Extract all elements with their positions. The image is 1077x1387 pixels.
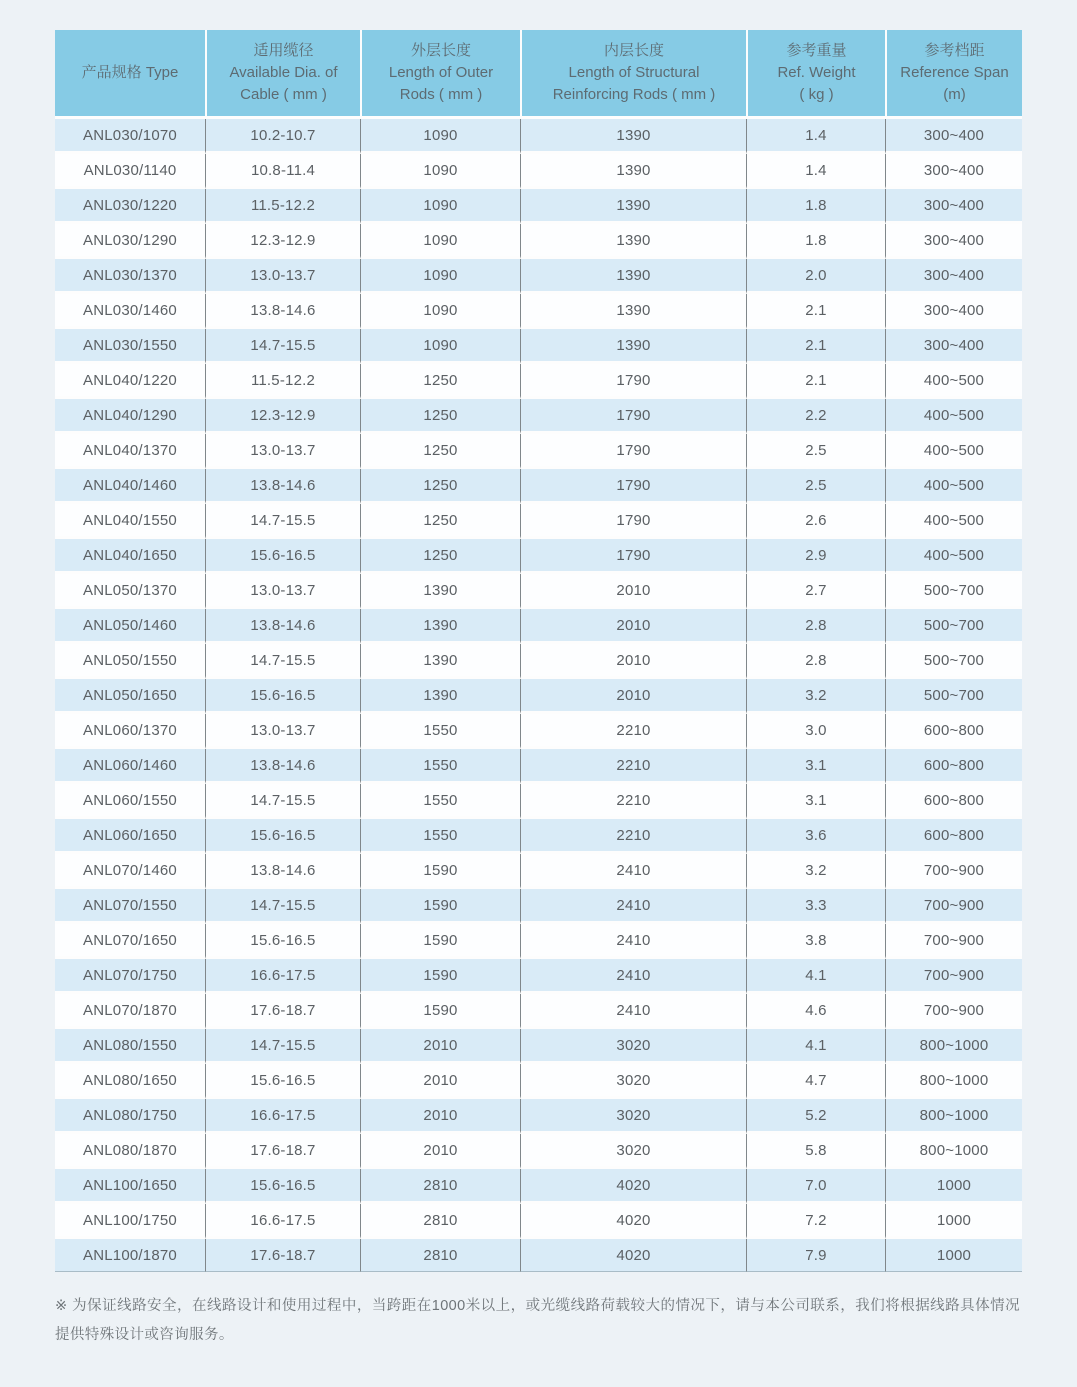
spec-table-header bbox=[55, 30, 1022, 119]
footnote: ※ 为保证线路安全，在线路设计和使用过程中，当跨距在1000米以上，或光缆线路荷载较大的情况下，请与本公司联系，我们将根据线路具体情况提供特殊设计或咨询服务。 bbox=[55, 1298, 1020, 1343]
table-row bbox=[55, 819, 1022, 854]
table-row bbox=[55, 574, 1022, 609]
table-cell: 2010 bbox=[520, 609, 746, 644]
table-cell: 2.9 bbox=[746, 539, 885, 574]
table-cell: 4020 bbox=[520, 1169, 746, 1204]
table-cell: 13.8-14.6 bbox=[205, 294, 360, 329]
table-cell: 400~500 bbox=[885, 504, 1022, 539]
table-cell: 15.6-16.5 bbox=[205, 924, 360, 959]
table-cell: 1250 bbox=[360, 434, 520, 469]
table-cell: 14.7-15.5 bbox=[205, 329, 360, 364]
table-cell: 2410 bbox=[520, 994, 746, 1029]
table-cell: 1250 bbox=[360, 504, 520, 539]
table-row bbox=[55, 784, 1022, 819]
table-cell: ANL050/1460 bbox=[55, 609, 205, 644]
table-cell: 1000 bbox=[885, 1204, 1022, 1239]
table-cell: 1590 bbox=[360, 924, 520, 959]
table-cell: ANL040/1650 bbox=[55, 539, 205, 574]
table-cell: 14.7-15.5 bbox=[205, 644, 360, 679]
table-row bbox=[55, 539, 1022, 574]
table-cell: 2010 bbox=[520, 574, 746, 609]
table-cell: 1.4 bbox=[746, 119, 885, 154]
table-cell: 2.5 bbox=[746, 469, 885, 504]
table-cell: 13.0-13.7 bbox=[205, 259, 360, 294]
table-cell: 1590 bbox=[360, 994, 520, 1029]
table-cell: ANL030/1220 bbox=[55, 189, 205, 224]
table-cell: 500~700 bbox=[885, 609, 1022, 644]
table-cell: 2010 bbox=[520, 644, 746, 679]
table-cell: ANL070/1650 bbox=[55, 924, 205, 959]
header-row bbox=[55, 30, 1022, 119]
table-cell: 13.8-14.6 bbox=[205, 854, 360, 889]
table-cell: ANL040/1220 bbox=[55, 364, 205, 399]
table-cell: 1590 bbox=[360, 854, 520, 889]
table-cell: 2.2 bbox=[746, 399, 885, 434]
table-cell: 800~1000 bbox=[885, 1029, 1022, 1064]
table-cell: 700~900 bbox=[885, 924, 1022, 959]
table-cell: 15.6-16.5 bbox=[205, 1064, 360, 1099]
table-cell: 500~700 bbox=[885, 679, 1022, 714]
table-row bbox=[55, 154, 1022, 189]
table-row bbox=[55, 749, 1022, 784]
table-cell: 14.7-15.5 bbox=[205, 784, 360, 819]
table-cell: 1.8 bbox=[746, 189, 885, 224]
header-ref-weight-en2: ( kg ) bbox=[799, 85, 834, 103]
table-cell: 1090 bbox=[360, 259, 520, 294]
table-cell: 12.3-12.9 bbox=[205, 399, 360, 434]
table-cell: 15.6-16.5 bbox=[205, 539, 360, 574]
header-type-label: 产品规格 Type bbox=[81, 64, 179, 82]
table-cell: ANL030/1460 bbox=[55, 294, 205, 329]
table-cell: 1790 bbox=[520, 364, 746, 399]
table-cell: 1250 bbox=[360, 364, 520, 399]
table-cell: 700~900 bbox=[885, 959, 1022, 994]
table-cell: 2210 bbox=[520, 749, 746, 784]
header-available-diameter-en2: Cable ( mm ) bbox=[240, 85, 327, 103]
table-cell: 7.2 bbox=[746, 1204, 885, 1239]
table-cell: 2810 bbox=[360, 1239, 520, 1272]
table-cell: 4020 bbox=[520, 1239, 746, 1272]
table-cell: 2010 bbox=[360, 1064, 520, 1099]
table-row bbox=[55, 679, 1022, 714]
table-cell: 2.1 bbox=[746, 364, 885, 399]
table-cell: ANL040/1290 bbox=[55, 399, 205, 434]
table-cell: 4.1 bbox=[746, 959, 885, 994]
table-cell: ANL100/1750 bbox=[55, 1204, 205, 1239]
header-available-diameter-cn: 适用缆径 bbox=[253, 42, 314, 60]
table-cell: 7.9 bbox=[746, 1239, 885, 1272]
header-available-diameter-en1: Available Dia. of bbox=[229, 64, 338, 82]
table-cell: 300~400 bbox=[885, 329, 1022, 364]
table-row bbox=[55, 714, 1022, 749]
table-row bbox=[55, 119, 1022, 154]
table-cell: 1390 bbox=[360, 679, 520, 714]
table-cell: 7.0 bbox=[746, 1169, 885, 1204]
table-cell: 13.8-14.6 bbox=[205, 749, 360, 784]
table-row bbox=[55, 1064, 1022, 1099]
table-cell: 600~800 bbox=[885, 749, 1022, 784]
table-cell: 1250 bbox=[360, 469, 520, 504]
table-row bbox=[55, 1169, 1022, 1204]
table-cell: ANL040/1550 bbox=[55, 504, 205, 539]
table-cell: 500~700 bbox=[885, 644, 1022, 679]
table-cell: ANL070/1750 bbox=[55, 959, 205, 994]
table-cell: 2410 bbox=[520, 924, 746, 959]
table-cell: 5.8 bbox=[746, 1134, 885, 1169]
table-cell: 1090 bbox=[360, 329, 520, 364]
table-cell: 3.3 bbox=[746, 889, 885, 924]
table-row bbox=[55, 434, 1022, 469]
table-cell: ANL070/1460 bbox=[55, 854, 205, 889]
table-row bbox=[55, 504, 1022, 539]
table-cell: 2010 bbox=[360, 1029, 520, 1064]
table-cell: 13.0-13.7 bbox=[205, 714, 360, 749]
table-row bbox=[55, 889, 1022, 924]
table-cell: 600~800 bbox=[885, 714, 1022, 749]
table-cell: 2810 bbox=[360, 1169, 520, 1204]
table-cell: 1390 bbox=[520, 119, 746, 154]
table-row bbox=[55, 994, 1022, 1029]
table-cell: ANL080/1650 bbox=[55, 1064, 205, 1099]
table-cell: 11.5-12.2 bbox=[205, 189, 360, 224]
table-cell: 14.7-15.5 bbox=[205, 889, 360, 924]
header-outer-rods-en1: Length of Outer bbox=[388, 64, 494, 82]
table-cell: 1.4 bbox=[746, 154, 885, 189]
table-cell: 1590 bbox=[360, 959, 520, 994]
table-cell: ANL050/1550 bbox=[55, 644, 205, 679]
header-inner-rods-cn: 内层长度 bbox=[603, 42, 664, 60]
table-cell: 1390 bbox=[360, 574, 520, 609]
table-row bbox=[55, 609, 1022, 644]
table-cell: 16.6-17.5 bbox=[205, 1099, 360, 1134]
table-cell: 2210 bbox=[520, 784, 746, 819]
table-cell: 800~1000 bbox=[885, 1064, 1022, 1099]
table-cell: 3.2 bbox=[746, 679, 885, 714]
table-cell: 400~500 bbox=[885, 399, 1022, 434]
table-cell: 2410 bbox=[520, 854, 746, 889]
table-cell: 13.0-13.7 bbox=[205, 574, 360, 609]
table-cell: 1390 bbox=[520, 189, 746, 224]
table-row bbox=[55, 189, 1022, 224]
table-cell: 15.6-16.5 bbox=[205, 1169, 360, 1204]
table-cell: 3.1 bbox=[746, 749, 885, 784]
table-cell: 1390 bbox=[520, 154, 746, 189]
table-cell: ANL030/1550 bbox=[55, 329, 205, 364]
table-cell: 2010 bbox=[360, 1134, 520, 1169]
table-cell: 700~900 bbox=[885, 889, 1022, 924]
table-cell: 300~400 bbox=[885, 154, 1022, 189]
table-row bbox=[55, 959, 1022, 994]
table-cell: ANL070/1550 bbox=[55, 889, 205, 924]
table-cell: 1000 bbox=[885, 1239, 1022, 1272]
spec-table bbox=[55, 30, 1022, 1272]
table-cell: ANL030/1070 bbox=[55, 119, 205, 154]
table-cell: ANL030/1290 bbox=[55, 224, 205, 259]
table-cell: 2.7 bbox=[746, 574, 885, 609]
table-cell: 400~500 bbox=[885, 364, 1022, 399]
table-row bbox=[55, 1134, 1022, 1169]
table-cell: ANL080/1750 bbox=[55, 1099, 205, 1134]
table-cell: ANL030/1140 bbox=[55, 154, 205, 189]
table-cell: 600~800 bbox=[885, 784, 1022, 819]
table-cell: 11.5-12.2 bbox=[205, 364, 360, 399]
header-outer-rods-en2: Rods ( mm ) bbox=[399, 85, 483, 103]
table-cell: ANL070/1870 bbox=[55, 994, 205, 1029]
table-cell: ANL060/1550 bbox=[55, 784, 205, 819]
table-cell: 3020 bbox=[520, 1029, 746, 1064]
table-row bbox=[55, 1029, 1022, 1064]
table-cell: ANL080/1870 bbox=[55, 1134, 205, 1169]
table-cell: 1550 bbox=[360, 819, 520, 854]
table-cell: 2010 bbox=[520, 679, 746, 714]
table-cell: 17.6-18.7 bbox=[205, 1239, 360, 1272]
table-cell: 1790 bbox=[520, 399, 746, 434]
table-cell: 13.8-14.6 bbox=[205, 469, 360, 504]
table-cell: 300~400 bbox=[885, 119, 1022, 154]
table-cell: 15.6-16.5 bbox=[205, 679, 360, 714]
table-cell: ANL040/1460 bbox=[55, 469, 205, 504]
table-cell: 2210 bbox=[520, 819, 746, 854]
table-cell: 300~400 bbox=[885, 294, 1022, 329]
table-cell: 700~900 bbox=[885, 854, 1022, 889]
table-row bbox=[55, 224, 1022, 259]
table-cell: 1090 bbox=[360, 154, 520, 189]
table-row bbox=[55, 399, 1022, 434]
table-cell: 10.2-10.7 bbox=[205, 119, 360, 154]
table-cell: 1390 bbox=[520, 224, 746, 259]
table-cell: ANL060/1650 bbox=[55, 819, 205, 854]
table-cell: ANL040/1370 bbox=[55, 434, 205, 469]
table-cell: 1250 bbox=[360, 399, 520, 434]
table-cell: 300~400 bbox=[885, 224, 1022, 259]
table-cell: ANL060/1370 bbox=[55, 714, 205, 749]
table-cell: ANL050/1370 bbox=[55, 574, 205, 609]
table-cell: 4020 bbox=[520, 1204, 746, 1239]
table-cell: 17.6-18.7 bbox=[205, 1134, 360, 1169]
table-cell: 15.6-16.5 bbox=[205, 819, 360, 854]
table-cell: 800~1000 bbox=[885, 1099, 1022, 1134]
table-cell: 10.8-11.4 bbox=[205, 154, 360, 189]
table-cell: 3.6 bbox=[746, 819, 885, 854]
table-row bbox=[55, 644, 1022, 679]
table-cell: 1790 bbox=[520, 469, 746, 504]
table-cell: 4.7 bbox=[746, 1064, 885, 1099]
table-cell: 2.1 bbox=[746, 294, 885, 329]
table-cell: 400~500 bbox=[885, 434, 1022, 469]
table-cell: 1090 bbox=[360, 189, 520, 224]
table-cell: 3020 bbox=[520, 1099, 746, 1134]
table-cell: ANL050/1650 bbox=[55, 679, 205, 714]
table-cell: 17.6-18.7 bbox=[205, 994, 360, 1029]
table-cell: 1390 bbox=[520, 329, 746, 364]
table-cell: 1390 bbox=[520, 294, 746, 329]
table-cell: 3.8 bbox=[746, 924, 885, 959]
table-cell: 2810 bbox=[360, 1204, 520, 1239]
table-cell: 2.6 bbox=[746, 504, 885, 539]
table-cell: ANL080/1550 bbox=[55, 1029, 205, 1064]
table-cell: 13.0-13.7 bbox=[205, 434, 360, 469]
table-cell: 700~900 bbox=[885, 994, 1022, 1029]
table-cell: 2410 bbox=[520, 959, 746, 994]
table-cell: 1550 bbox=[360, 714, 520, 749]
table-cell: ANL100/1870 bbox=[55, 1239, 205, 1272]
table-cell: 1.8 bbox=[746, 224, 885, 259]
table-cell: 2210 bbox=[520, 714, 746, 749]
header-inner-rods-length bbox=[520, 30, 746, 119]
header-inner-rods-en2: Reinforcing Rods ( mm ) bbox=[552, 85, 716, 103]
table-cell: 600~800 bbox=[885, 819, 1022, 854]
table-cell: 300~400 bbox=[885, 189, 1022, 224]
header-available-diameter bbox=[205, 30, 360, 119]
table-row bbox=[55, 854, 1022, 889]
table-cell: 12.3-12.9 bbox=[205, 224, 360, 259]
table-row bbox=[55, 1239, 1022, 1272]
table-cell: 1390 bbox=[520, 259, 746, 294]
table-cell: 1090 bbox=[360, 224, 520, 259]
header-inner-rods-en1: Length of Structural bbox=[568, 64, 700, 82]
table-row bbox=[55, 469, 1022, 504]
table-cell: ANL100/1650 bbox=[55, 1169, 205, 1204]
table-cell: 2.5 bbox=[746, 434, 885, 469]
table-cell: 3.2 bbox=[746, 854, 885, 889]
table-row bbox=[55, 364, 1022, 399]
table-cell: 1390 bbox=[360, 644, 520, 679]
table-cell: 2010 bbox=[360, 1099, 520, 1134]
table-cell: 14.7-15.5 bbox=[205, 1029, 360, 1064]
table-cell: 4.6 bbox=[746, 994, 885, 1029]
table-cell: 5.2 bbox=[746, 1099, 885, 1134]
table-cell: 1590 bbox=[360, 889, 520, 924]
header-ref-weight-en1: Ref. Weight bbox=[777, 64, 856, 82]
table-cell: 2.0 bbox=[746, 259, 885, 294]
table-cell: 3020 bbox=[520, 1064, 746, 1099]
header-type bbox=[55, 30, 205, 119]
table-cell: 2.8 bbox=[746, 609, 885, 644]
header-outer-rods-cn: 外层长度 bbox=[410, 42, 471, 60]
table-cell: 2.1 bbox=[746, 329, 885, 364]
table-cell: 1000 bbox=[885, 1169, 1022, 1204]
table-row bbox=[55, 329, 1022, 364]
header-reference-span-en1: Reference Span bbox=[900, 64, 1009, 82]
table-cell: ANL060/1460 bbox=[55, 749, 205, 784]
header-ref-weight bbox=[746, 30, 885, 119]
table-cell: 4.1 bbox=[746, 1029, 885, 1064]
table-row bbox=[55, 1204, 1022, 1239]
table-cell: 500~700 bbox=[885, 574, 1022, 609]
table-cell: 1790 bbox=[520, 504, 746, 539]
table-cell: 3020 bbox=[520, 1134, 746, 1169]
table-cell: 13.8-14.6 bbox=[205, 609, 360, 644]
table-cell: 1250 bbox=[360, 539, 520, 574]
table-cell: 1550 bbox=[360, 784, 520, 819]
table-cell: 800~1000 bbox=[885, 1134, 1022, 1169]
table-cell: ANL030/1370 bbox=[55, 259, 205, 294]
table-cell: 16.6-17.5 bbox=[205, 1204, 360, 1239]
table-cell: 1790 bbox=[520, 539, 746, 574]
header-outer-rods-length bbox=[360, 30, 520, 119]
table-body bbox=[55, 119, 1022, 1272]
table-cell: 2.8 bbox=[746, 644, 885, 679]
header-reference-span-en2: (m) bbox=[943, 85, 966, 103]
table-cell: 16.6-17.5 bbox=[205, 959, 360, 994]
table-cell: 14.7-15.5 bbox=[205, 504, 360, 539]
table-row bbox=[55, 1099, 1022, 1134]
table-cell: 1390 bbox=[360, 609, 520, 644]
table-cell: 300~400 bbox=[885, 259, 1022, 294]
header-reference-span bbox=[885, 30, 1022, 119]
table-cell: 1090 bbox=[360, 294, 520, 329]
table-cell: 400~500 bbox=[885, 469, 1022, 504]
table-cell: 3.1 bbox=[746, 784, 885, 819]
table-cell: 3.0 bbox=[746, 714, 885, 749]
table-row bbox=[55, 294, 1022, 329]
header-reference-span-cn: 参考档距 bbox=[924, 42, 985, 60]
table-cell: 400~500 bbox=[885, 539, 1022, 574]
table-cell: 1790 bbox=[520, 434, 746, 469]
table-row bbox=[55, 924, 1022, 959]
table-cell: 1090 bbox=[360, 119, 520, 154]
table-row bbox=[55, 259, 1022, 294]
table-cell: 1550 bbox=[360, 749, 520, 784]
table-cell: 2410 bbox=[520, 889, 746, 924]
header-ref-weight-cn: 参考重量 bbox=[786, 42, 847, 60]
